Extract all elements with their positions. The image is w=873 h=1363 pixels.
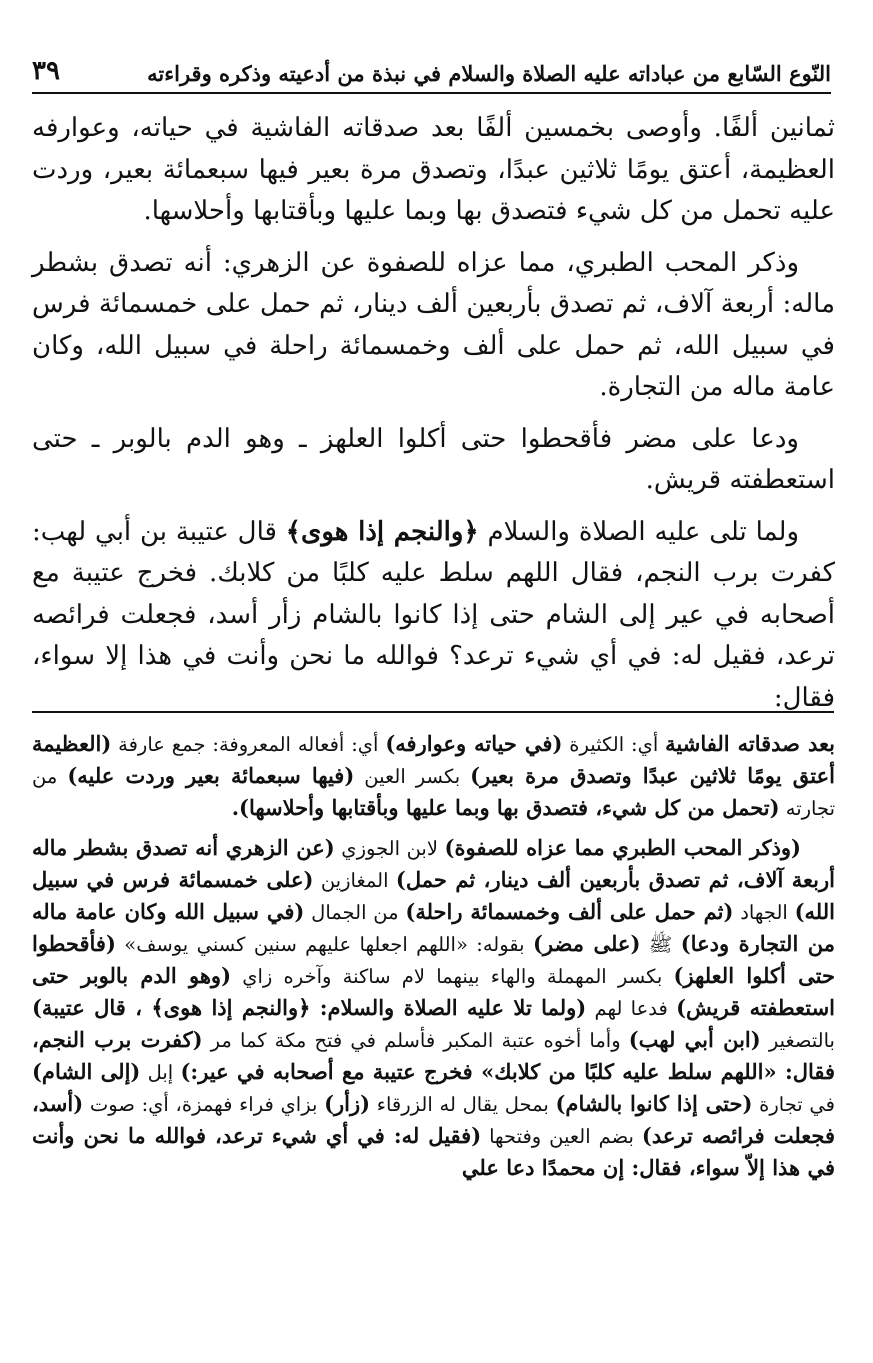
commentary-plain: المغازين bbox=[313, 869, 396, 892]
commentary-plain: فدعا لهم bbox=[586, 997, 677, 1020]
running-title: النّوع السّابع من عباداته عليه الصلاة والسلام في نبذة من أدعيته وذكره وقراءته bbox=[147, 61, 831, 86]
main-paragraph-4-part-a: ولما تلى عليه الصلاة والسلام bbox=[478, 516, 799, 547]
commentary-plain: من الجمال bbox=[304, 901, 406, 924]
commentary-plain: من تجارته bbox=[32, 765, 835, 820]
commentary-bold: (في سبيل الله وكان عامة ماله من التجارة ودعا) bbox=[32, 899, 836, 956]
commentary-bold: (عن الزهري أنه تصدق بشطر ماله أربعة آلاف، ثم تصدق بأربعين ألف دينار، ثم حمل) bbox=[32, 835, 835, 892]
page-number: ٣٩ bbox=[32, 56, 60, 86]
commentary-bold: بعد صدقاته الفاشية bbox=[665, 731, 836, 756]
commentary-paragraph-1 bbox=[32, 728, 835, 824]
commentary-plain: أي: أفعاله المعروفة: جمع عارفة bbox=[111, 733, 386, 756]
commentary-plain: بضم العين وفتحها bbox=[481, 1125, 642, 1148]
commentary-bold: (فأقحطوا حتى أكلوا العلهز) bbox=[32, 931, 835, 988]
commentary-bold: (وهو الدم بالوبر حتى استعطفته قريش) bbox=[32, 963, 836, 1020]
commentary-bold: (زأر) bbox=[324, 1091, 371, 1116]
page-header bbox=[32, 46, 831, 94]
commentary-bold: (وذكر المحب الطبري مما عزاه للصفوة) bbox=[444, 835, 801, 860]
commentary-plain: بالتصغير bbox=[760, 1029, 835, 1052]
commentary-bold: (حتى إذا كانوا بالشام) bbox=[555, 1091, 753, 1116]
quran-verse: ﴿والنجم إذا هوى﴾ bbox=[285, 516, 479, 547]
commentary-bold: (على خمسمائة فرس في سبيل الله) bbox=[32, 867, 835, 924]
commentary-bold: (ثم حمل على ألف وخمسمائة راحلة) bbox=[405, 899, 734, 924]
commentary-plain: بمحل يقال له الزرقاء bbox=[370, 1093, 556, 1116]
commentary-bold: (على مضر) bbox=[532, 931, 641, 956]
commentary-bold: (إلى الشام) bbox=[32, 1059, 141, 1084]
commentary-bold: (ابن أبي لهب) bbox=[628, 1027, 761, 1052]
commentary-bold: (تحمل من كل شيء، فتصدق بها وبما عليها وبأقتابها وأحلاسها). bbox=[231, 795, 780, 820]
commentary-plain: الجهاد bbox=[733, 901, 795, 924]
commentary-bold: (ولما تلا عليه الصلاة والسلام: ﴿والنجم إذا هوى﴾ ، قال عتيبة) bbox=[32, 995, 587, 1020]
commentary-plain: بزاي فراء فهمزة، أي: صوت bbox=[83, 1093, 325, 1116]
commentary-text bbox=[32, 728, 835, 1192]
main-text bbox=[32, 108, 835, 729]
commentary-plain: إبل bbox=[140, 1061, 181, 1084]
main-paragraph-2: وذكر المحب الطبري، مما عزاه للصفوة عن الزهري: أنه تصدق بشطر ماله: أربعة آلاف، ثم تصدق بأربعين ألف دينار، ثم حمل على خمسمائة فرس في سبيل الله، ثم حمل على ألف وخمسمائة راحلة في سبيل الله، وكان عامة ماله من التجارة. bbox=[32, 247, 835, 402]
footnote-separator bbox=[32, 711, 834, 713]
commentary-bold: (في حياته وعوارفه) bbox=[385, 731, 563, 756]
commentary-bold: (فيها سبعمائة بعير وردت عليه) bbox=[67, 763, 355, 788]
commentary-plain: بكسر العين bbox=[354, 765, 471, 788]
main-paragraph-4-part-b: قال عتيبة بن أبي لهب: كفرت برب النجم، فقال اللهم سلط عليه كلبًا من كلابك. فخرج عتيبة مع أصحابه في عير إلى الشام حتى إذا كانوا بالشام زأر أسد، فجعلت فرائصه ترعد، فقيل له: في أي شيء ترعد؟ فوالله ما نحن وأنت في هذا إلا سواء، فقال: bbox=[32, 516, 835, 713]
commentary-plain: بقوله: «اللهم اجعلها عليهم سنين كسني يوسف» bbox=[115, 933, 533, 956]
commentary-plain: بكسر المهملة والهاء بينهما لام ساكنة وآخره زاي bbox=[231, 965, 674, 988]
commentary-plain: ﷺ bbox=[640, 933, 681, 956]
commentary-paragraph-2 bbox=[32, 832, 835, 1184]
commentary-plain: وأما أخوه عتبة المكبر فأسلم في فتح مكة كما مر bbox=[202, 1029, 629, 1052]
commentary-bold: (أسد، فجعلت فرائصه ترعد) bbox=[32, 1091, 836, 1148]
commentary-bold: (فقيل له: في أي شيء ترعد، فوالله ما نحن وأنت في هذا إلاّ سواء، فقال: إن محمدًا دعا علي bbox=[32, 1123, 835, 1180]
commentary-bold: (كفرت برب النجم، فقال: «اللهم سلط عليه كلبًا من كلابك» فخرج عتيبة مع أصحابه في عير:) bbox=[32, 1027, 836, 1084]
commentary-plain: لابن الجوزي bbox=[334, 837, 445, 860]
commentary-plain: في تجارة bbox=[752, 1093, 836, 1116]
main-paragraph-1: ثمانين ألفًا. وأوصى بخمسين ألفًا بعد صدقاته الفاشية في حياته، وعوارفه العظيمة، أعتق يومًا ثلاثين عبدًا، وتصدق مرة بعير فيها سبعمائة بعير، وردت عليه تحمل من كل شيء فتصدق بها وبما عليها وبأقتابها وأحلاسها. bbox=[32, 113, 835, 226]
main-paragraph-3: ودعا على مضر فأقحطوا حتى أكلوا العلهز ـ وهو الدم بالوبر ـ حتى استعطفته قريش. bbox=[32, 423, 835, 495]
commentary-plain: أي: الكثيرة bbox=[562, 733, 666, 756]
commentary-bold: (العظيمة أعتق يومًا ثلاثين عبدًا وتصدق مرة بعير) bbox=[32, 731, 835, 788]
main-paragraph-4 bbox=[32, 512, 835, 720]
